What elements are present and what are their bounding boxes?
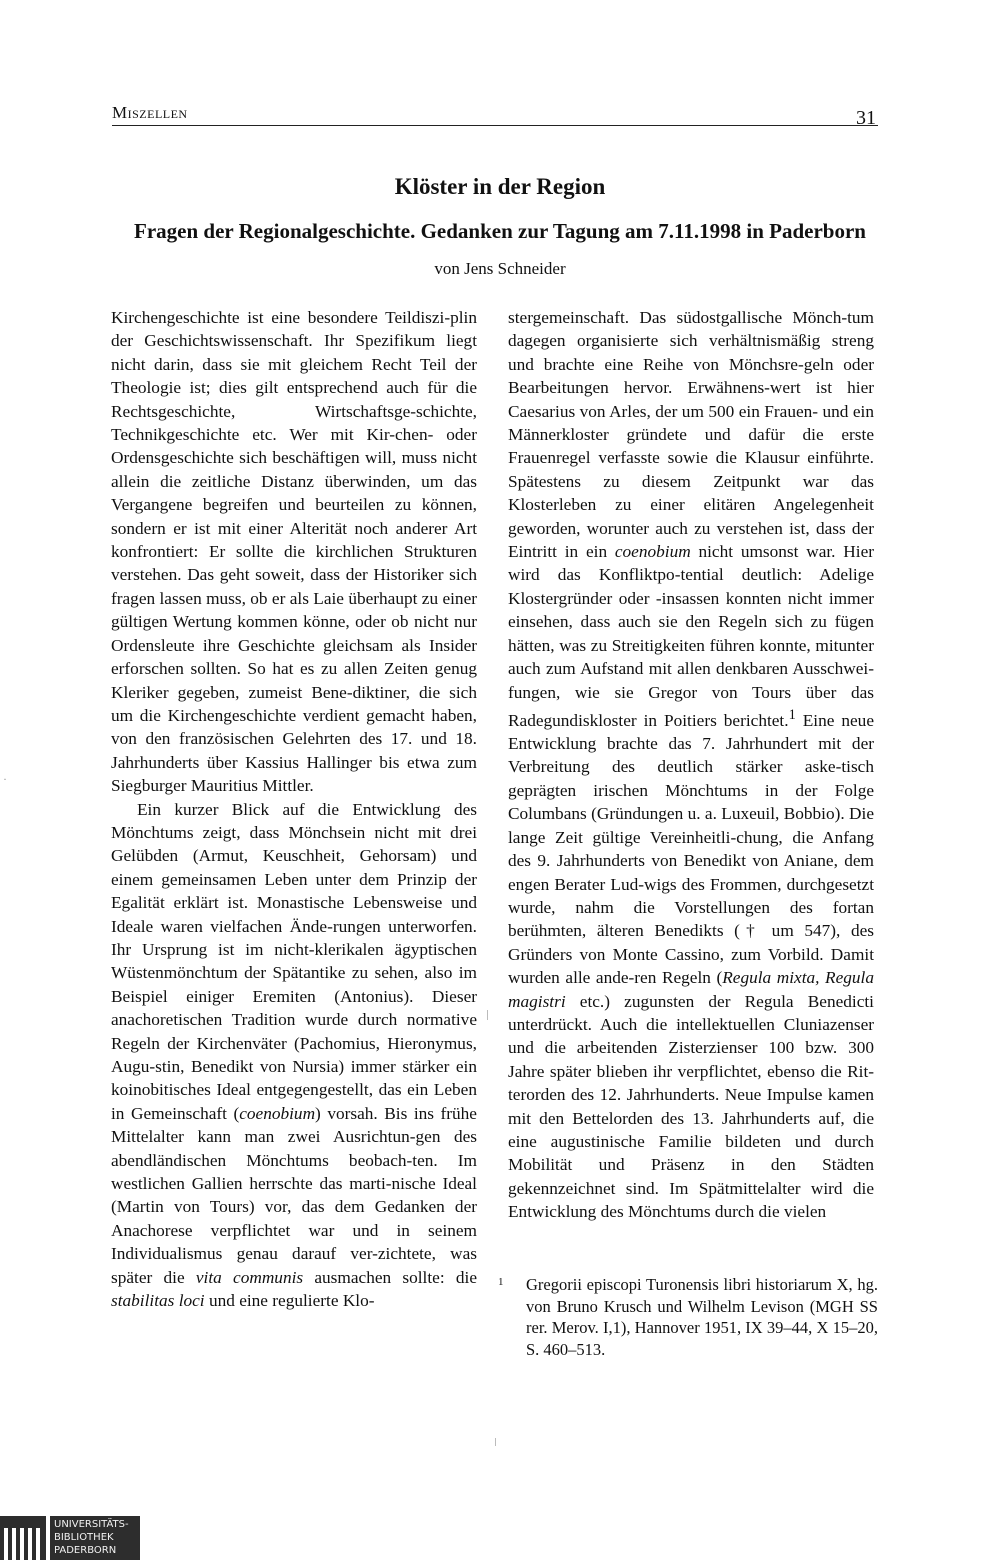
paragraph-2-text-c: ausmachen sollte: die (303, 1267, 477, 1287)
footnote-block (498, 1274, 878, 1360)
library-logo (0, 1508, 1000, 1566)
term-coenobium-2: coenobium (614, 542, 691, 562)
footnote-reference[interactable]: 1 (788, 706, 796, 723)
footnote-text: Gregorii episcopi Turonensis libri historiarum X, hg. von Bruno Krusch und Wilhelm Levison (MGH SS rer. Merov. I,1), Hannover 1951, IX 39–44, X 15–20, S. 460–513. (526, 1275, 878, 1359)
term-vita-communis: vita communis (195, 1267, 304, 1287)
page-number: 31 (856, 107, 876, 129)
library-logo-line-3: PADERBORN (54, 1545, 117, 1556)
gutter-mark-lower (495, 1438, 496, 1446)
library-logo-line-1: UNIVERSITÄTS- (54, 1519, 129, 1530)
paragraph-2-text-a: Ein kurzer Blick auf die Entwicklung des Mönchtums zeigt, dass Mönchsein nicht mit drei Gelübden (Armut, Keuschheit, Gehorsam) und einem gemeinsamen Leben unter dem Prinzip der Egalität erklärt ist. Monastische Lebensweise und Ideale waren vielfachen Ände-rungen unterworfen. Ihr Ursprung ist im nicht-klerikalen ägyptischen Wüstenmönchtum der Spätantike zu sehen, also im Beispiel einiger Eremiten (Antonius). Dieser anachoretischen Tradition wurde durch normative Regeln der Kirchenväter (Pachomius, Hieronymus, Augu-stin, Benedikt von Nursia) immer stärker ein koinobitisches Ideal entgegengestellt, das ein Leben in Gemeinschaft ( (111, 799, 477, 1123)
right-column (508, 306, 874, 1224)
running-head (112, 103, 878, 129)
footnote-marker: 1 (498, 1276, 504, 1288)
left-column (111, 306, 477, 1312)
paragraph-3-text-c: Eine neue Entwicklung brachte das 7. Jahrhundert mit der Verbreitung des deutlich stärker aske-tisch geprägten irischen Mönchtums in der Folge Columbans (Gründungen u. a. Luxeuil, Bobbio). Die lange Zeit gültige Vereinheitli-chung, die Anfang des 9. Jahrhunderts von Benedikt von Aniane, dem engen Berater Lud-wigs des Frommen, durchgesetzt wurde, nahm die Vorstellungen des fortan berühmten, älteren Benedikts († um 547), des Gründers von Monte Cassino, zum Vorbild. Damit wurden alle ande-ren Regeln ( (508, 710, 874, 988)
running-head-section: Miszellen (112, 103, 188, 122)
library-logo-line-2: BIBLIOTHEK (54, 1532, 114, 1543)
paragraph-3-text-a: stergemeinschaft. Das südostgallische Mönch-tum dagegen organisierte sich verhältnismäßig streng und brachte eine Reihe von Mönchsre-geln oder Bearbeitungen hervor. Erwähnens-wert ist hier Caesarius von Arles, der um 500 ein Frauen- und ein Männerkloster gründete und dafür die erste Frauenregel verfasste sowie die Klausur einführte. Spätestens zu diesem Zeitpunkt war das Klosterleben zu einer elitären Angelegenheit geworden, worunter auch zu verstehen ist, dass der Eintritt in ein (508, 308, 874, 562)
paragraph-3 (508, 306, 874, 1224)
paragraph-2 (111, 798, 477, 1313)
scan-speck: · (3, 772, 7, 786)
paragraph-2-text-d: und eine regulierte Klo- (204, 1291, 375, 1311)
paragraph-2-text-b: ) vorsah. Bis ins frühe Mittelalter kann man zwei Ausrichtun-gen des abendländischen Mönchtums beobach-ten. Im westlichen Gallien herrschte das marti-nische Ideal (Martin von Tours) vor, das dem Gedanken der Anachorese verpflichtet war und in seinem Individualismus genau darauf ver-zichtete, was später die (111, 1103, 477, 1287)
paragraph-3-text-b: nicht umsonst war. Hier wird das Konfliktpo-tential deutlich: Adelige Klostergründer oder -insassen konnten nicht immer einsehen, dass auch sie den Regeln sich zu fügen hätten, was zu Streitigkeiten führen konnte, mitunter auch zum Aufstand mit allen denkbaren Ausschwei-fungen, wie sie Gregor von Tours über das Radegundiskloster in Poitiers berichtet. (508, 542, 874, 730)
library-logo-bars-icon (0, 1516, 46, 1560)
paragraph-1: Kirchengeschichte ist eine besondere Teildiszi-plin der Geschichtswissenschaft. Ihr Spezifikum liegt nicht darin, dass sie mit gleichem Recht Teil der Theologie ist; dies gilt entsprechend auch für die Rechtsgeschichte, Wirtschaftsge-schichte, Technikgeschichte etc. Wer mit Kir-chen- oder Ordensgeschichte sich beschäftigen will, muss nicht allein die zeitliche Distanz überwinden, um das Vergangene begreifen und beurteilen zu können, sondern er ist mit einer Alterität noch anderer Art konfrontiert: Er sollte die kirchlichen Strukturen verstehen. Das geht soweit, dass der Historiker sich fragen lassen muss, ob er als Laie überhaupt zu einer gültigen Wertung kommen könne, oder ob nicht nur Ordensleute ihre Geschichte gleichsam als Insider erforschen sollten. So hat es zu allen Zeiten genug Kleriker gegeben, zumeist Bene-diktiner, die sich um die Kirchengeschichte verdient gemacht haben, von den französischen Gelehrten des 17. und 18. Jahrhunderts über Kassius Hallinger bis etwa zum Siegburger Mauritius Mittler. (111, 308, 477, 796)
term-coenobium: coenobium (239, 1103, 316, 1123)
term-stabilitas-loci: stabilitas loci (111, 1291, 205, 1311)
gutter-mark (487, 1010, 488, 1020)
article-subtitle: Fragen der Regionalgeschichte. Gedanken zur Tagung am 7.11.1998 in Paderborn (134, 219, 866, 243)
library-logo-text (50, 1516, 140, 1560)
article-author: von Jens Schneider (434, 259, 566, 278)
article-title: Klöster in der Region (394, 174, 606, 199)
paragraph-3-text-d: etc.) zugunsten der Regula Benedicti unterdrückt. Auch die intellektuellen Cluniazenser und die arbeitenden Zisterzienser 100 bzw. 300 Jahre später blieben ihr verpflichtet, ebenso die Rit-terorden des 12. Jahrhunderts. Neue Impulse kamen mit den Bettelorden des 13. Jahrhunderts auf, die eine augustinische Familie bildeten und durch Mobilität und Präsenz in den Städten gekennzeichnet sind. Im Spätmittelalter wird die Entwicklung des Mönchtums durch die vielen (508, 991, 874, 1222)
term-regula-titles: Regula mixta, Regula magistri (508, 968, 874, 1011)
